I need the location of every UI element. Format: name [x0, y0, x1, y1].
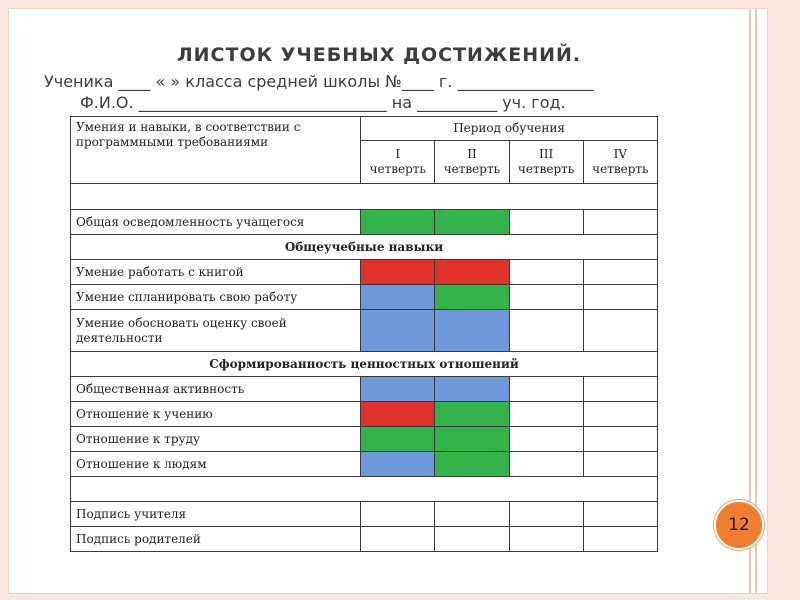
quarter-roman: I [395, 147, 401, 161]
grade-cell [583, 310, 657, 352]
grade-cell [435, 260, 509, 285]
quarter-header-4 [583, 141, 657, 184]
grade-cell [509, 377, 583, 402]
quarter-roman: III [539, 147, 554, 161]
signature-cell [509, 502, 583, 527]
row-label: Подпись родителей [71, 527, 361, 552]
row-label: Умение обосновать оценку своей деятельности [71, 310, 361, 352]
row-label: Отношение к учению [71, 402, 361, 427]
quarter-word: четверть [517, 162, 575, 176]
page-title: ЛИСТОК УЧЕБНЫХ ДОСТИЖЕНИЙ. [176, 44, 582, 66]
row-label: Отношение к людям [71, 452, 361, 477]
grade-cell [509, 402, 583, 427]
empty-row [71, 184, 658, 210]
grade-cell [361, 377, 435, 402]
grade-cell [361, 427, 435, 452]
section-header: Общеучебные навыки [71, 235, 658, 260]
grade-cell [509, 285, 583, 310]
grade-cell [583, 377, 657, 402]
empty-row [71, 477, 658, 502]
signature-cell [435, 502, 509, 527]
grade-cell [435, 310, 509, 352]
grade-cell [583, 210, 657, 235]
signature-cell [435, 527, 509, 552]
row-label: Отношение к труду [71, 427, 361, 452]
quarter-word: четверть [369, 162, 426, 176]
grade-cell [509, 210, 583, 235]
student-name-line: Ф.И.О. _______________________________ на __________ уч. год. [80, 93, 566, 112]
grade-cell [583, 427, 657, 452]
row-label: Общая осведомленность учащегося [71, 210, 361, 235]
grade-cell [361, 452, 435, 477]
student-info-line: Ученика ____ « » класса средней школы №____ г. _________________ [44, 72, 594, 91]
grade-cell [435, 210, 509, 235]
grade-cell [509, 452, 583, 477]
grade-cell [583, 260, 657, 285]
grade-cell [361, 402, 435, 427]
quarter-word: четверть [443, 162, 501, 176]
grade-cell [435, 402, 509, 427]
section-header: Сформированность ценностных отношений [71, 352, 658, 377]
grade-cell [435, 427, 509, 452]
quarter-header-2 [435, 141, 509, 184]
row-label: Умение спланировать свою работу [71, 285, 361, 310]
quarter-roman: II [467, 147, 477, 161]
period-header-cell: Период обучения [361, 117, 658, 141]
quarter-word: четверть [592, 162, 649, 176]
page-number-badge: 12 [714, 500, 764, 550]
grade-cell [361, 210, 435, 235]
signature-cell [361, 502, 435, 527]
grade-cell [509, 260, 583, 285]
grade-cell [583, 452, 657, 477]
row-label: Подпись учителя [71, 502, 361, 527]
signature-cell [583, 502, 657, 527]
grade-cell [583, 402, 657, 427]
signature-cell [583, 527, 657, 552]
grade-cell [435, 377, 509, 402]
signature-cell [509, 527, 583, 552]
achievements-table [70, 116, 658, 552]
skills-header-cell: Умения и навыки, в соответствии с программными требованиями [71, 117, 361, 184]
quarter-header-1 [361, 141, 435, 184]
grade-cell [509, 427, 583, 452]
signature-cell [361, 527, 435, 552]
quarter-header-3 [509, 141, 583, 184]
quarter-roman: IV [613, 147, 628, 161]
grade-cell [361, 260, 435, 285]
grade-cell [509, 310, 583, 352]
grade-cell [361, 310, 435, 352]
grade-cell [435, 452, 509, 477]
grade-cell [435, 285, 509, 310]
grade-cell [583, 285, 657, 310]
row-label: Умение работать с книгой [71, 260, 361, 285]
row-label: Общественная активность [71, 377, 361, 402]
grade-cell [361, 285, 435, 310]
